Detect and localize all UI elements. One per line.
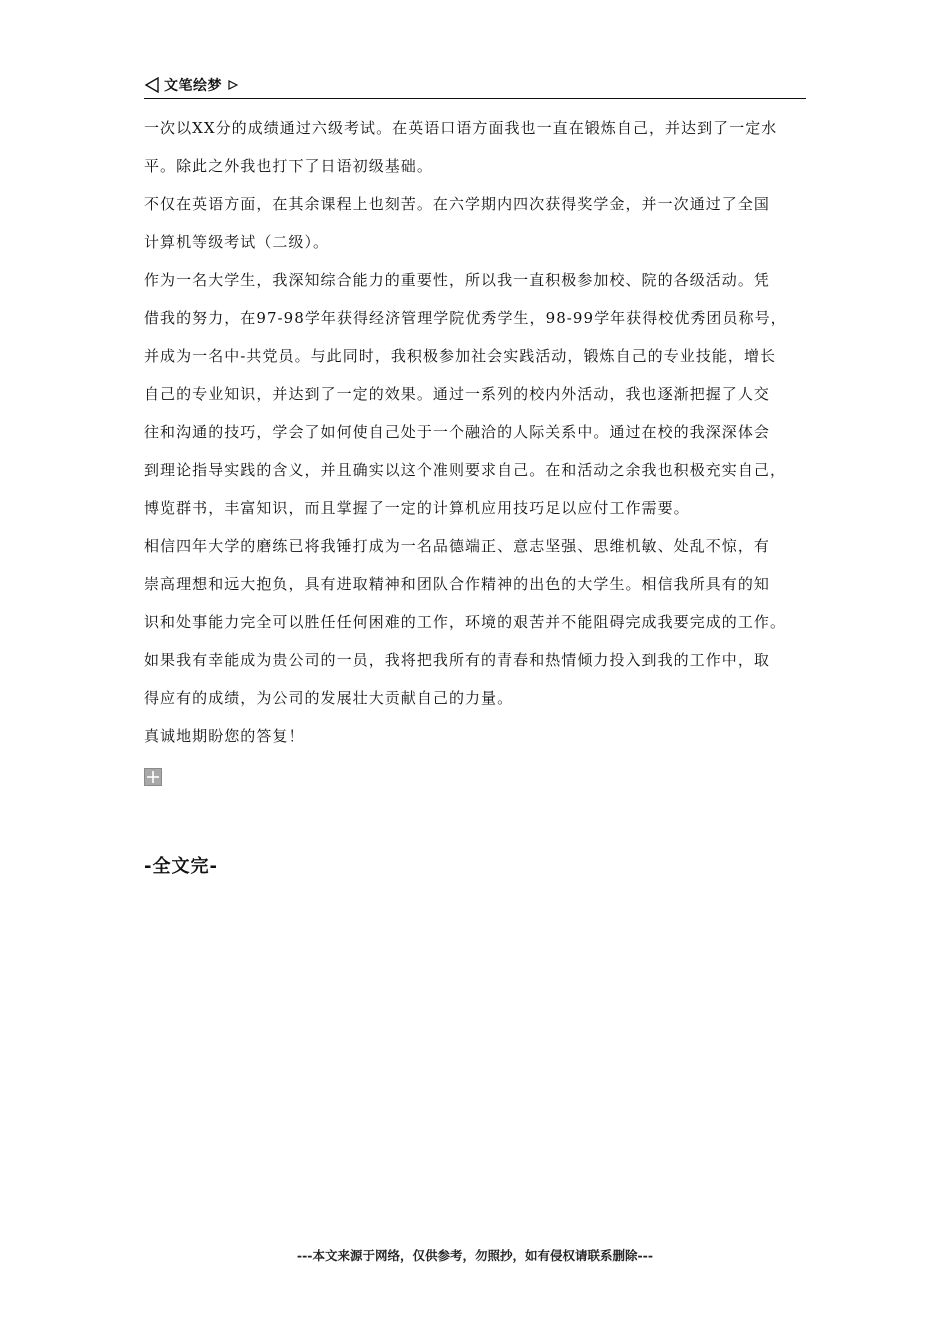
header-brand: 文笔绘梦 — [164, 78, 222, 94]
end-mark: -全文完- — [144, 856, 218, 877]
document-body — [144, 109, 808, 755]
body-line: 作为一名大学生，我深知综合能力的重要性，所以我一直积极参加校、院的各级活动。凭 — [144, 271, 770, 289]
body-line: 往和沟通的技巧，学会了如何使自己处于一个融洽的人际关系中。通过在校的我深深体会 — [144, 423, 770, 441]
body-line: 识和处事能力完全可以胜任任何困难的工作，环境的艰苦并不能阻碍完成我要完成的工作。 — [144, 613, 787, 631]
body-line: 得应有的成绩，为公司的发展壮大贡献自己的力量。 — [144, 689, 514, 707]
body-line: 并成为一名中-共党员。与此同时，我积极参加社会实践活动，锻炼自己的专业技能，增长 — [144, 347, 777, 365]
body-line: 到理论指导实践的含义，并且确实以这个准则要求自己。在和活动之余我也积极充实自己， — [144, 461, 787, 479]
body-line: 博览群书，丰富知识，而且掌握了一定的计算机应用技巧足以应付工作需要。 — [144, 499, 690, 517]
body-line: 如果我有幸能成为贵公司的一员，我将把我所有的青春和热情倾力投入到我的工作中，取 — [144, 651, 770, 669]
body-line: 真诚地期盼您的答复！ — [144, 727, 305, 745]
right-triangle-icon — [228, 75, 238, 85]
document-header — [144, 72, 806, 99]
body-line: 平。除此之外我也打下了日语初级基础。 — [144, 157, 433, 175]
body-line: 崇高理想和远大抱负，具有进取精神和团队合作精神的出色的大学生。相信我所具有的知 — [144, 575, 770, 593]
body-line: 相信四年大学的磨练已将我锤打成为一名品德端正、意志坚强、思维机敏、处乱不惊，有 — [144, 537, 770, 555]
body-line: 不仅在英语方面，在其余课程上也刻苦。在六学期内四次获得奖学金，并一次通过了全国 — [144, 195, 770, 213]
body-line: 一次以XX分的成绩通过六级考试。在英语口语方面我也一直在锻炼自己，并达到了一定水 — [144, 119, 778, 137]
body-line: 计算机等级考试（二级）。 — [144, 233, 330, 251]
footer-notice: ---本文来源于网络，仅供参考，勿照抄，如有侵权请联系删除--- — [296, 1248, 654, 1263]
plus-box-icon[interactable] — [144, 768, 162, 786]
left-triangle-icon — [144, 77, 160, 93]
body-line: 借我的努力，在97-98学年获得经济管理学院优秀学生，98-99学年获得校优秀团员称号， — [144, 309, 787, 327]
body-line: 自己的专业知识，并达到了一定的效果。通过一系列的校内外活动，我也逐渐把握了人交 — [144, 385, 770, 403]
